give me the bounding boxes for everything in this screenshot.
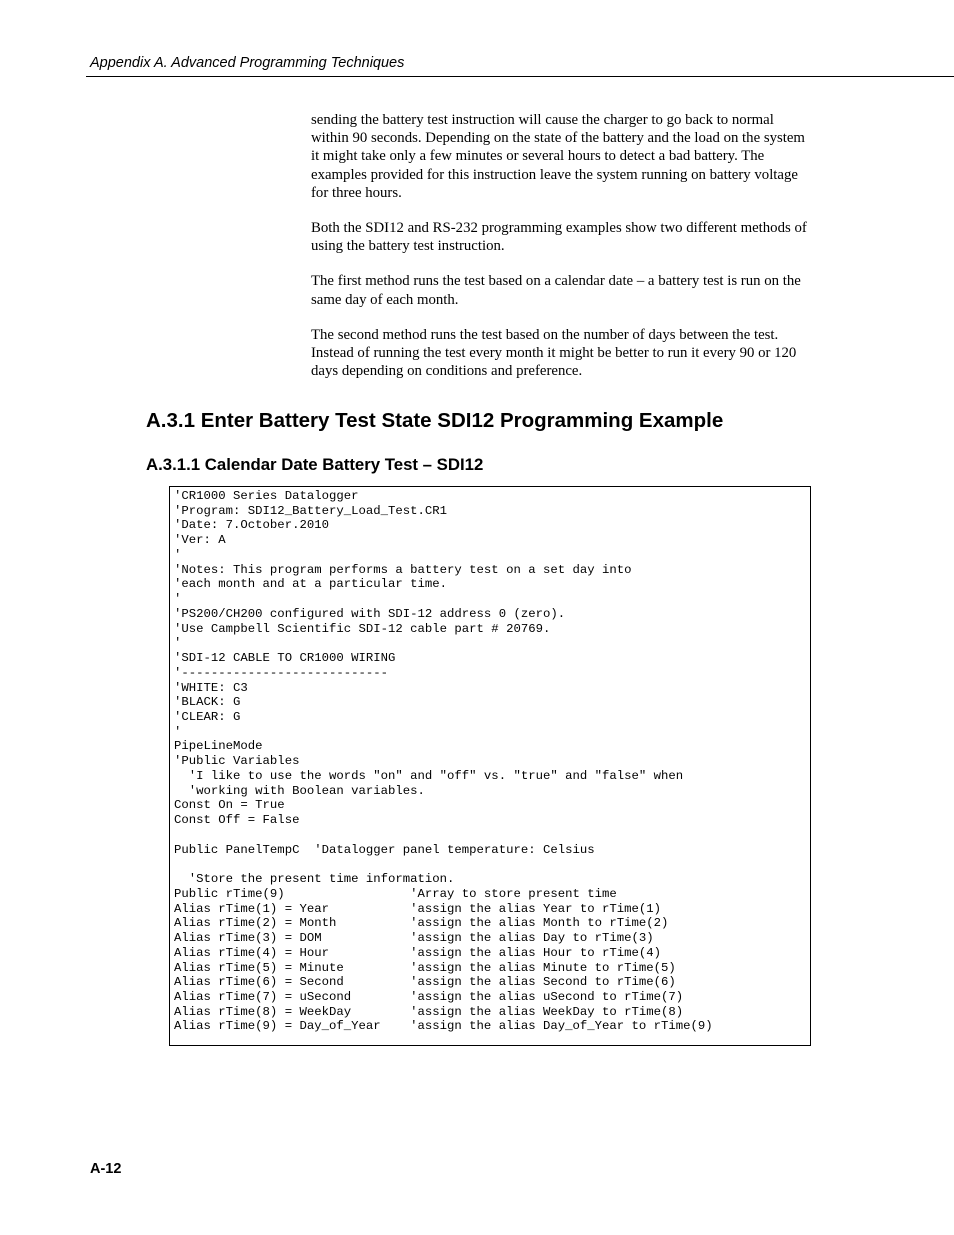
running-header: Appendix A. Advanced Programming Techniques — [90, 55, 405, 71]
header-divider — [86, 76, 954, 77]
page-number: A-12 — [90, 1161, 122, 1177]
paragraph: Both the SDI12 and RS-232 programming examples show two different methods of using the battery test instruction. — [311, 220, 807, 255]
section-heading: A.3.1 Enter Battery Test State SDI12 Programming Example — [146, 409, 724, 432]
paragraph: sending the battery test instruction will cause the charger to go back to normal within 90 seconds. Depending on the state of the battery and the load on the system it might take only a few minutes or several hours to detect a bad battery. The examples provided for this instruction leave the system running on battery voltage for three hours. — [311, 112, 805, 201]
body-text — [311, 111, 811, 397]
paragraph: The second method runs the test based on the number of days between the test. Instead of running the test every month it might be better to run it every 90 or 120 days depending on conditions and preference. — [311, 326, 797, 380]
code-text: 'CR1000 Series Datalogger 'Program: SDI12_Battery_Load_Test.CR1 'Date: 7.October.2010 'Ver: A ' 'Notes: This program performs a battery test on a set day into 'each month and at a particular time. ' 'PS200/CH200 configured with SDI-12 address 0 (zero). 'Use Campbell Scientific SDI-12 cable part # 20769. ' 'SDI-12 CABLE TO CR1000 WIRING '---------------------------- 'WHITE: C3 'BLACK: G 'CLEAR: G ' PipeLineMode 'Public Variables 'I like to use the words "on" and "off" vs. "true" and "false" when 'working with Boolean variables. Const On = True Const Off = False Public PanelTempC 'Datalogger panel temperature: Celsius 'Store the present time information. Public rTime(9) 'Array to store present time Alias rTime(1) = Year 'assign the alias Year to rTime(1) Alias rTime(2) = Month 'assign the alias Month to rTime(2) Alias rTime(3) = DOM 'assign the alias Day to rTime(3) Alias rTime(4) = Hour 'assign the alias Hour to rTime(4) Alias rTime(5) = Minute 'assign the alias Minute to rTime(5) Alias rTime(6) = Second 'assign the alias Second to rTime(6) Alias rTime(7) = uSecond 'assign the alias uSecond to rTime(7) Alias rTime(8) = WeekDay 'assign the alias WeekDay to rTime(8) Alias rTime(9) = Day_of_Year 'assign the alias Day_of_Year to rTime(9) — [174, 489, 713, 1034]
subsection-heading: A.3.1.1 Calendar Date Battery Test – SDI12 — [146, 455, 484, 474]
code-listing — [169, 486, 811, 1046]
paragraph: The first method runs the test based on a calendar date – a battery test is run on the same day of each month. — [311, 273, 801, 308]
